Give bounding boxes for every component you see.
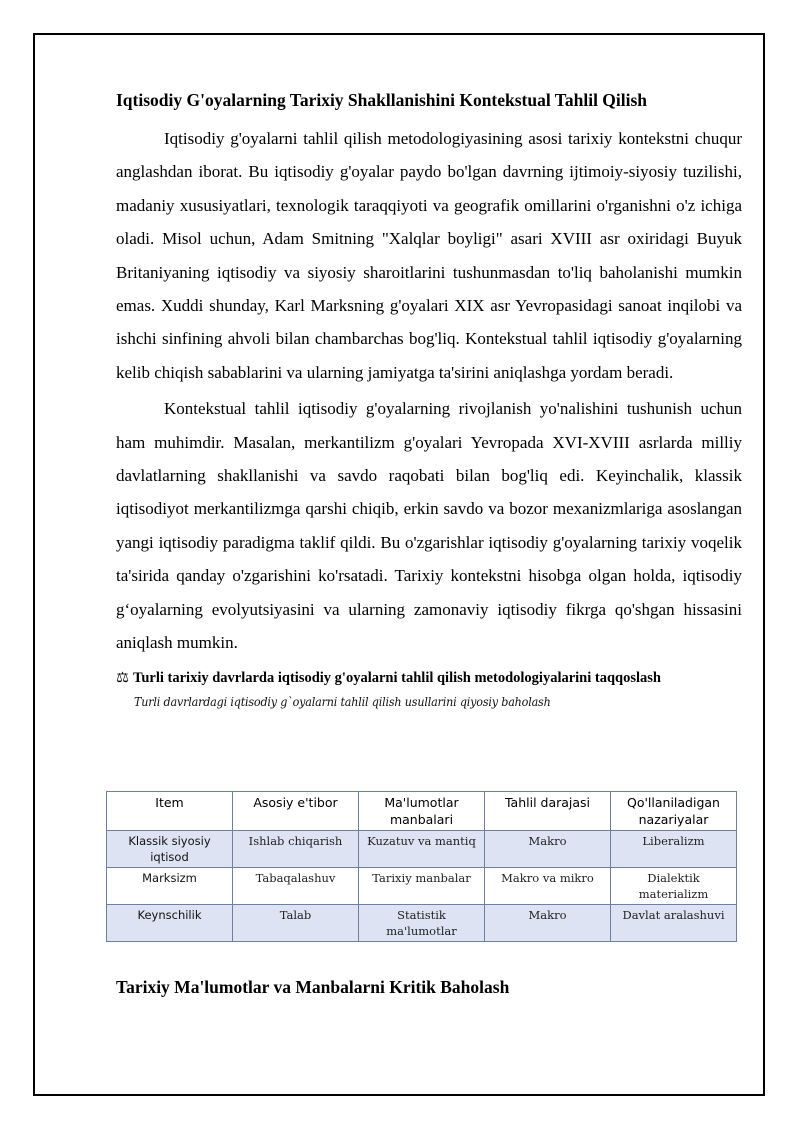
table-cell: Dialektik materializm — [611, 868, 737, 905]
table-cell: Makro — [485, 905, 611, 942]
table-title — [116, 668, 742, 688]
table-cell: Marksizm — [107, 868, 233, 905]
table-cell: Statistik ma'lumotlar — [359, 905, 485, 942]
table-subtitle: Turli davrlardagi iqtisodiy g`oyalarni tahlil qilish usullarini qiyosiy baholash — [134, 694, 551, 709]
table-cell: Makro va mikro — [485, 868, 611, 905]
table-row — [107, 868, 737, 905]
table-cell: Tarixiy manbalar — [359, 868, 485, 905]
column-header: Qo'llaniladigan nazariyalar — [611, 792, 737, 831]
table-cell: Liberalizm — [611, 831, 737, 868]
column-header: Tahlil darajasi — [485, 792, 611, 831]
table-cell: Klassik siyosiy iqtisod — [107, 831, 233, 868]
table-cell: Ishlab chiqarish — [233, 831, 359, 868]
table-cell: Kuzatuv va mantiq — [359, 831, 485, 868]
paragraph: Iqtisodiy g'oyalarni tahlil qilish metodologiyasining asosi tarixiy kontekstni chuqur anglashdan iborat. Bu iqtisodiy g'oyalar paydo bo'lgan davrning ijtimoiy-siyosiy tuzilishi, madaniy xususiyatlari, texnologik taraqqiyoti va geografik omillarini o'rganishni o'z ichiga oladi. Misol uchun, Adam Smitning "Xalqlar boyligi" asari XVIII asr oxiridagi Buyuk Britaniyaning iqtisodiy va siyosiy sharoitlarini tushunmasdan to'liq baholanishi mumkin emas. Xuddi shunday, Karl Marksning g'oyalari XIX asr Yevropasidagi sanoat inqilobi va ishchi sinfining ahvoli bilan chambarchas bog'liq. Kontekstual tahlil iqtisodiy g'oyalarning kelib chiqish sabablarini va ularning jamiyatga ta'sirini aniqlashga yordam beradi. — [116, 129, 742, 382]
column-header: Ma'lumotlar manbalari — [359, 792, 485, 831]
column-header: Asosiy e'tibor — [233, 792, 359, 831]
table-cell: Talab — [233, 905, 359, 942]
section-heading: Iqtisodiy G'oyalarning Tarixiy Shakllanishini Kontekstual Tahlil Qilish — [116, 90, 648, 110]
paragraph: Kontekstual tahlil iqtisodiy g'oyalarning rivojlanish yo'nalishini tushunish uchun ham muhimdir. Masalan, merkantilizm g'oyalari Yevropada XVI-XVIII asrlarda milliy davlatlarning shakllanishi va savdo raqobati bilan bog'liq edi. Keyinchalik, klassik iqtisodiyot merkantilizmga qarshi chiqib, erkin savdo va bozor mexanizmlariga asoslangan yangi iqtisodiy paradigma taklif qildi. Bu o'zgarishlar iqtisodiy g'oyalarning tarixiy voqelik ta'sirida qanday o'zgarishini ko'rsatadi. Tarixiy kontekstni hisobga olgan holda, iqtisodiy g‘oyalarning evolyutsiyasini va ularning zamonaviy iqtisodiy fikrga qo'shgan hissasini aniqlash mumkin. — [116, 399, 742, 653]
comparison-table — [106, 791, 737, 942]
document-content — [116, 87, 742, 711]
table-cell: Makro — [485, 831, 611, 868]
table-header-row — [107, 792, 737, 831]
section-heading: Tarixiy Ma'lumotlar va Manbalarni Kritik Baholash — [116, 977, 510, 997]
table-row — [107, 831, 737, 868]
table-cell: Tabaqalashuv — [233, 868, 359, 905]
table-cell: Davlat aralashuvi — [611, 905, 737, 942]
table-cell: Keynschilik — [107, 905, 233, 942]
scales-icon: ⚖ — [116, 669, 129, 686]
table-title-text: Turli tarixiy davrlarda iqtisodiy g'oyalarni tahlil qilish metodologiyalarini taqqoslash — [133, 669, 661, 686]
table-row — [107, 905, 737, 942]
column-header: Item — [107, 792, 233, 831]
